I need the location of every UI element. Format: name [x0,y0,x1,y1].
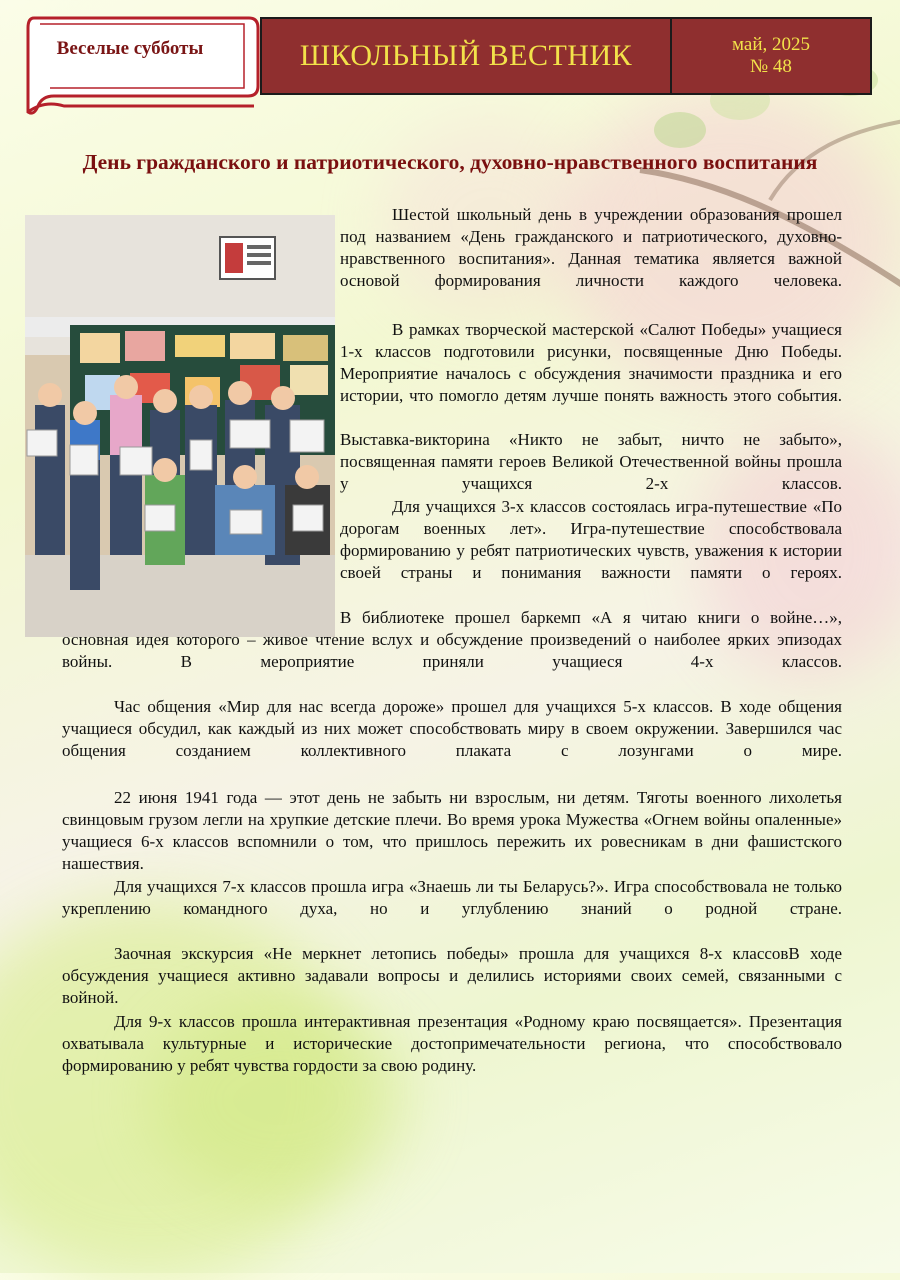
issue-number: № 48 [750,56,792,77]
paragraph: Выставка-викторина «Никто не забыт, ничто не забыто», посвященная памяти героев Великой Отечественной войны прошла у учащихся 2-х классов. [340,430,842,493]
paragraph: Час общения «Мир для нас всегда дороже» прошел для учащихся 5-х классов. В ходе общения учащиеся обсудил, как каждый из них может способствовать миру в своем окружении. Завершился час общения созданием коллективного плаката с лозунгами о мире. [62,697,842,760]
issue-info [672,19,870,93]
paragraph: Для учащихся 7-х классов прошла игра «Знаешь ли ты Беларусь?». Игра способствовала не только укреплению командного духа, но и углублению знаний о родной стране. [62,877,842,918]
paragraph: Для учащихся 3-х классов состоялась игра-путешествие «По дорогам военных лет». Игра-путешествие способствовала формированию у ребят патриотических чувств, уважения к истории своей страны и понимания важности памяти о героях. [340,497,842,582]
newspaper-title: ШКОЛЬНЫЙ ВЕСТНИК [262,19,672,93]
issue-date: май, 2025 [732,34,810,55]
article-photo [25,215,335,637]
paragraph: Заочная экскурсия «Не меркнет летопись победы» прошла для учащихся 8-х классовВ ходе обсуждения учащиеся активно задавали вопросы и делились историями своих семей, связанными с войной. [62,944,842,1007]
paragraph: В рамках творческой мастерской «Салют Победы» учащиеся 1-х классов подготовили рисунки, посвященные Дню Победы. Мероприятие началось с обсуждения значимости праздника и его истории, что помогло детям лучше понять важность этого события. [340,320,842,405]
paragraph: 22 июня 1941 года — этот день не забыть ни взрослым, ни детям. Тяготы военного лихолетья свинцовым грузом легли на хрупкие детские плечи. Во время урока Мужества «Огнем войны опаленные» учащиеся 6-х классов вспомнили о том, что пришлось пережить их ровесникам в дни фашистского нашествия. [62,788,842,873]
ribbon-label: Веселые субботы [56,38,204,59]
ribbon-banner [24,8,264,118]
paragraph: Шестой школьный день в учреждении образования прошел под названием «День гражданского и патриотического, духовно-нравственного воспитания». Данная тематика является важной основой формирования личности каждого человека. [340,205,842,290]
classroom-photo-illustration [25,215,335,637]
masthead [260,17,872,95]
paragraph: Для 9-х классов прошла интерактивная презентация «Родному краю посвящается». Презентация охватывала культурные и исторические достопримечательности региона, что способствовало формированию у ребят чувства гордости за свою родину. [62,1012,842,1075]
paragraph: В библиотеке прошел баркемп «А я читаю книги о войне…», основная идея которого – живое чтение вслух и обсуждение произведений о наиболее ярких эпизодах войны. В мероприятие приняли учащиеся 4-х классов. [62,608,842,671]
article-headline: День гражданского и патриотического, духовно-нравственного воспитания [82,150,818,174]
